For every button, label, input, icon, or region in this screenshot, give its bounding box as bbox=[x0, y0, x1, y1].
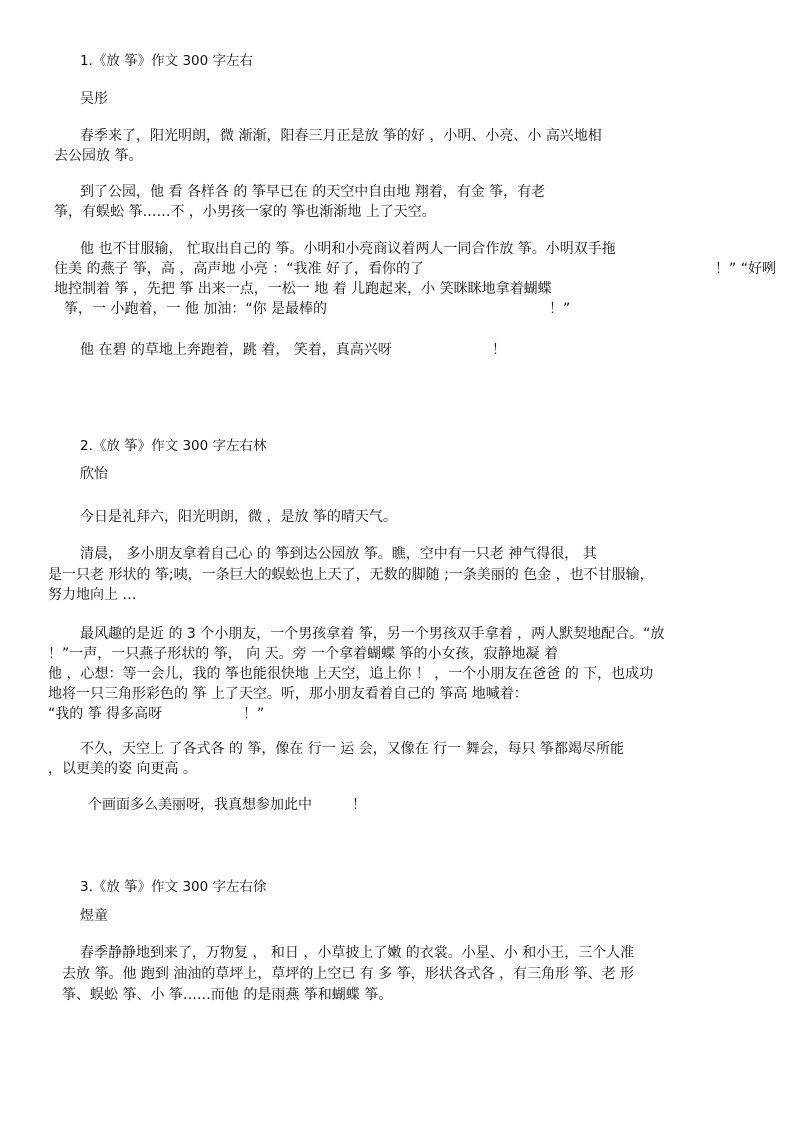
essay-title: 1.《放 筝》作文 300 字左右 bbox=[80, 53, 254, 69]
paragraph-line: 去放 筝。他 跑到 油油的草坪上，草坪的上空已 有 多 筝，形状各式各 ，有三角形 筝、老 形 bbox=[62, 966, 635, 982]
essay-author: 欣怡 bbox=[80, 466, 108, 482]
paragraph-line: 去公园放 筝。 bbox=[54, 148, 143, 164]
paragraph-line: ！” bbox=[549, 301, 571, 317]
paragraph-line: ！ bbox=[492, 342, 506, 358]
paragraph-line: 春季来了，阳光明朗，微 渐渐，阳春三月正是放 筝的好 ，小明、小亮、小 高兴地相 bbox=[80, 128, 602, 144]
paragraph-line: 他 在碧 的草地上奔跑着，跳 着， 笑着，真高兴呀 bbox=[80, 342, 392, 358]
paragraph-line: ！”一声，一只燕子形状的 筝， 向 天。旁 一个拿着蝴蝶 筝的小女孩，寂静地凝 着 bbox=[48, 646, 558, 662]
paragraph-line: 住美 的燕子 筝，高 ，高声地 小亮 ：“我准 好了，看你的了 bbox=[54, 261, 424, 277]
paragraph-line: 最风趣的是近 的 3 个小朋友，一个男孩拿着 筝，另一个男孩双手拿着 ，两人默契地配合。“放 bbox=[80, 626, 665, 642]
paragraph-line: 不久，天空上 了各式各 的 筝，像在 行一 运 会，又像在 行一 舞会，每只 筝都竭尽所能 bbox=[80, 741, 625, 757]
paragraph-line: 春季静静地到来了，万物复 ， 和日 ，小草披上了嫩 的衣裳。小星、小 和小王，三个人准 bbox=[80, 945, 635, 961]
paragraph-line: 他 ，心想：等一会儿，我的 筝也能很快地 上天空，追上你 ！ ，一个小朋友在爸爸 的 下，也成功 bbox=[48, 666, 654, 682]
paragraph-line: ，以更美的姿 向更高 。 bbox=[48, 761, 197, 777]
paragraph-line: 筝，有蜈蚣 筝……不 ，小男孩一家的 筝也渐渐地 上了天空。 bbox=[54, 204, 436, 220]
paragraph-line: 是一只老 形状的 筝;咦，一条巨大的蜈蚣也上天了，无数的脚随 ;一条美丽的 色金 ，也不甘服输， bbox=[48, 567, 654, 583]
paragraph-line: 个画面多么美丽呀，我真想参加此中 bbox=[88, 797, 312, 813]
essay-title: 2.《放 筝》作文 300 字左右林 bbox=[80, 438, 267, 454]
paragraph-line: 筝、蜈蚣 筝、小 筝……而他 的是雨燕 筝和蝴蝶 筝。 bbox=[62, 987, 393, 1003]
paragraph-line: 地将一只三角形彩色的 筝 上了天空。听，那小朋友看着自己的 筝高 地喊着： bbox=[48, 686, 528, 702]
essay-author: 吴彤 bbox=[80, 91, 108, 107]
paragraph-line: 努力地向上 … bbox=[48, 587, 137, 603]
paragraph-line: 他 也不甘服输， 忙取出自己的 筝。小明和小亮商议着两人一同合作放 筝。小明双手拖 bbox=[80, 241, 616, 257]
paragraph-line: 今日是礼拜六，阳光明朗，微 ，是放 筝的晴天气。 bbox=[80, 509, 397, 525]
paragraph-line: ！” bbox=[243, 706, 265, 722]
paragraph-line: ！” “好咧 bbox=[715, 261, 776, 277]
paragraph-line: 到了公园，他 看 各样各 的 筝早已在 的天空中自由地 翔着，有金 筝，有老 bbox=[80, 184, 546, 200]
essay-author: 煜童 bbox=[80, 908, 108, 924]
paragraph-line: ！ bbox=[352, 797, 366, 813]
paragraph-line: 地控制着 筝 ，先把 筝 出来一点，一松一 地 着 儿跑起来，小 笑眯眯地拿着蝴蝶 bbox=[54, 281, 552, 297]
paragraph-line: 清晨， 多小朋友拿着自己心 的 筝到达公园放 筝。瞧，空中有一只老 神气得很， 其 bbox=[80, 546, 597, 562]
essay-title: 3.《放 筝》作文 300 字左右徐 bbox=[80, 879, 267, 895]
paragraph-line: “我的 筝 得多高呀 bbox=[48, 706, 163, 722]
paragraph-line: 筝，一 小跑着，一 他 加油：“你 是最棒的 bbox=[64, 301, 328, 317]
